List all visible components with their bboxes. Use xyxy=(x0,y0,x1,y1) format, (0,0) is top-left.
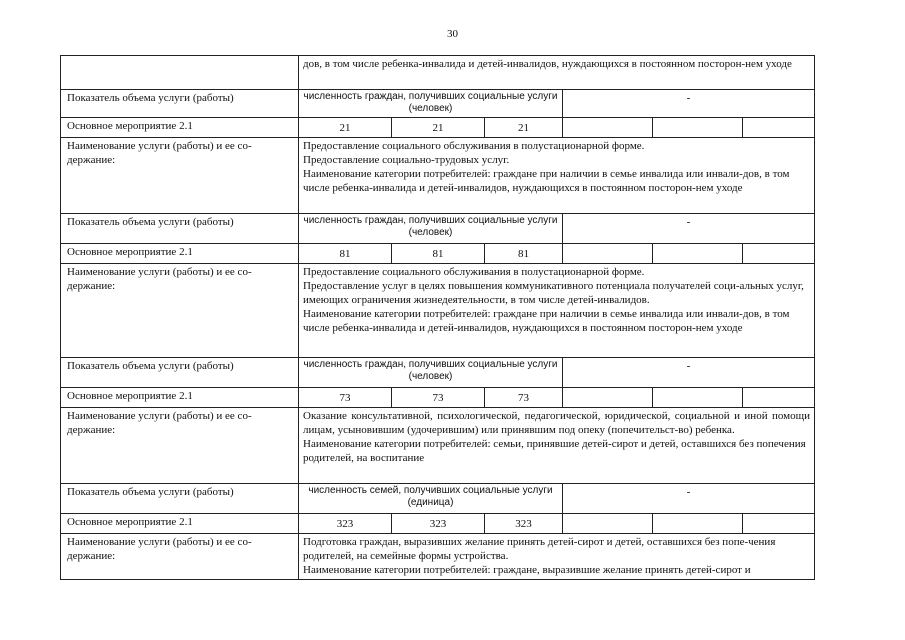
service-name-row xyxy=(61,264,815,358)
service-name-row xyxy=(61,56,815,90)
measure-value: 81 xyxy=(392,244,485,264)
service-name-label: Наименование услуги (работы) и ее со-держание: xyxy=(61,408,299,484)
empty-cell xyxy=(743,244,815,264)
measure-value: 21 xyxy=(485,118,563,138)
empty-cell xyxy=(653,514,743,534)
measure-value: 21 xyxy=(299,118,392,138)
empty-cell xyxy=(743,118,815,138)
empty-cell xyxy=(653,388,743,408)
measure-value: 323 xyxy=(392,514,485,534)
measure-label: Основное мероприятие 2.1 xyxy=(61,244,299,264)
empty-cell xyxy=(563,514,653,534)
measure-value: 73 xyxy=(392,388,485,408)
service-description: Оказание консультативной, психологической, педагогической, юридической, социальной и иной помощи лицам, усыновившим (удочерившим) или принявшим под опеку (попечительст-во) ребенка. Наименование категории потребителей: семьи, принявшие детей-сирот и детей, оставшихся без попечения родителей, на воспитание xyxy=(299,408,815,484)
measure-value: 323 xyxy=(299,514,392,534)
measure-label: Основное мероприятие 2.1 xyxy=(61,514,299,534)
empty-cell xyxy=(653,118,743,138)
volume-indicator: численность граждан, получивших социальные услуги (человек) xyxy=(299,90,563,118)
service-description: Подготовка граждан, выразивших желание принять детей-сирот и детей, оставшихся без попе-чения родителей, на семейные формы устройства. Наименование категории потребителей: граждане, выразившие желание принять детей-сирот и xyxy=(299,534,815,580)
volume-indicator: численность семей, получивших социальные услуги (единица) xyxy=(299,484,563,514)
service-description: Предоставление социального обслуживания в полустационарной форме. Предоставление услуг в целях повышения коммуникативного потенциала получателей соци-альных услуг, имеющих ограничения жизнедеятельности, в том числе детей-инвалидов. Наименование категории потребителей: граждане при наличии в семье инвалида или инвали-дов, в том числе ребенка-инвалида и детей-инвалидов, нуждающихся в постоянном посторон-нем уходе xyxy=(299,264,815,358)
volume-indicator: численность граждан, получивших социальные услуги (человек) xyxy=(299,358,563,388)
measure-label: Основное мероприятие 2.1 xyxy=(61,118,299,138)
empty-cell xyxy=(563,244,653,264)
service-table xyxy=(60,55,815,580)
service-name-label: Наименование услуги (работы) и ее со-держание: xyxy=(61,264,299,358)
measure-value: 81 xyxy=(299,244,392,264)
volume-dash: - xyxy=(563,214,815,244)
measure-row xyxy=(61,388,815,408)
service-name-label xyxy=(61,56,299,90)
service-name-row xyxy=(61,534,815,580)
measure-value: 73 xyxy=(299,388,392,408)
page-number: 30 xyxy=(447,28,458,40)
measure-row xyxy=(61,118,815,138)
volume-indicator: численность граждан, получивших социальные услуги (человек) xyxy=(299,214,563,244)
empty-cell xyxy=(743,388,815,408)
volume-dash: - xyxy=(563,358,815,388)
measure-row xyxy=(61,514,815,534)
volume-row xyxy=(61,358,815,388)
measure-value: 21 xyxy=(392,118,485,138)
empty-cell xyxy=(653,244,743,264)
volume-row xyxy=(61,90,815,118)
volume-label: Показатель объема услуги (работы) xyxy=(61,358,299,388)
service-description: дов, в том числе ребенка-инвалида и детей-инвалидов, нуждающихся в постоянном посторон-нем уходе xyxy=(299,56,815,90)
volume-row xyxy=(61,214,815,244)
service-name-row xyxy=(61,138,815,214)
volume-label: Показатель объема услуги (работы) xyxy=(61,214,299,244)
empty-cell xyxy=(743,514,815,534)
service-name-label: Наименование услуги (работы) и ее со-держание: xyxy=(61,534,299,580)
empty-cell xyxy=(563,388,653,408)
empty-cell xyxy=(563,118,653,138)
volume-dash: - xyxy=(563,484,815,514)
service-name-row xyxy=(61,408,815,484)
volume-dash: - xyxy=(563,90,815,118)
volume-label: Показатель объема услуги (работы) xyxy=(61,484,299,514)
volume-label: Показатель объема услуги (работы) xyxy=(61,90,299,118)
service-name-label: Наименование услуги (работы) и ее со-держание: xyxy=(61,138,299,214)
measure-value: 73 xyxy=(485,388,563,408)
volume-row xyxy=(61,484,815,514)
measure-label: Основное мероприятие 2.1 xyxy=(61,388,299,408)
measure-row xyxy=(61,244,815,264)
service-description: Предоставление социального обслуживания в полустационарной форме. Предоставление социально-трудовых услуг. Наименование категории потребителей: граждане при наличии в семье инвалида или инвали-дов, в том числе ребенка-инвалида и детей-инвалидов, нуждающихся в постоянном посторон-нем уходе xyxy=(299,138,815,214)
measure-value: 323 xyxy=(485,514,563,534)
measure-value: 81 xyxy=(485,244,563,264)
